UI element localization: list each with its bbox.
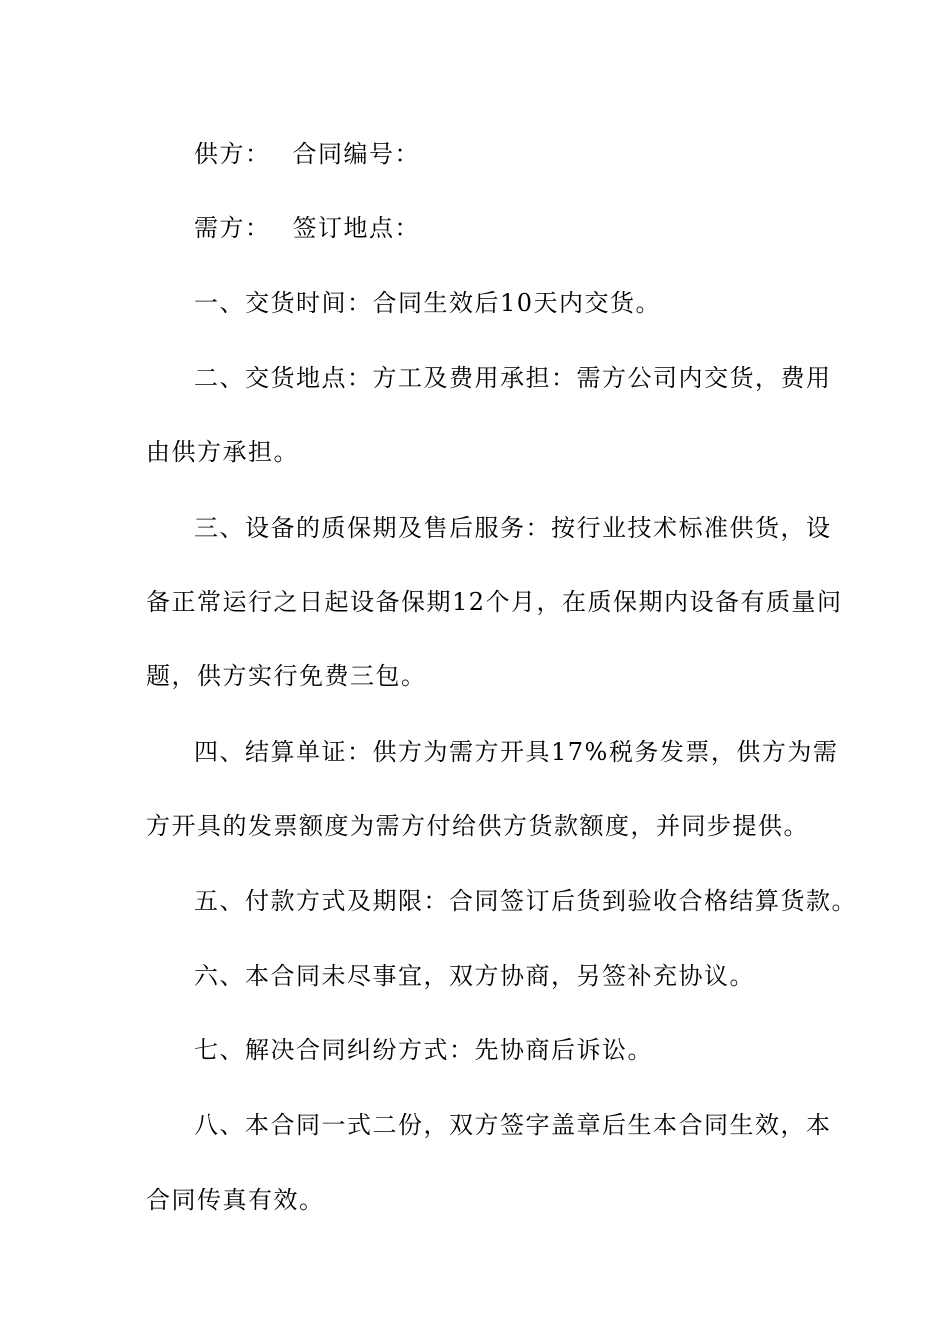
clause-4-line-2: 方开具的发票额度为需方付给供方货款额度，并同步提供。: [146, 812, 809, 840]
contract-number-label: 合同编号：: [292, 140, 420, 168]
clause-5: 五、付款方式及期限：合同签订后货到验收合格结算货款。: [194, 887, 857, 915]
clause-6: 六、本合同未尽事宜，双方协商，另签补充协议。: [194, 962, 755, 990]
clause-8-line-2: 合同传真有效。: [146, 1186, 325, 1214]
clause-3-line-1: 三、设备的质保期及售后服务：按行业技术标准供货，设: [194, 514, 832, 542]
clause-8-line-1: 八、本合同一式二份，双方签字盖章后生本合同生效，本: [194, 1111, 832, 1139]
clause-2-line-1: 二、交货地点：方工及费用承担：需方公司内交货，费用: [194, 364, 832, 392]
clause-3-line-3: 题，供方实行免费三包。: [146, 662, 427, 690]
clause-1: 一、交货时间：合同生效后10天内交货。: [194, 289, 662, 317]
buyer-row: [194, 212, 806, 244]
clause-3-line-2: 备正常运行之日起设备保期12个月，在质保期内设备有质量问: [146, 588, 843, 616]
signing-place-label: 签订地点：: [292, 214, 420, 242]
clause-2-line-2: 由供方承担。: [146, 438, 299, 466]
supplier-row: [194, 138, 806, 170]
supplier-label: 供方：: [194, 140, 271, 168]
buyer-label: 需方：: [194, 214, 271, 242]
clause-4-line-1: 四、结算单证：供方为需方开具17%税务发票，供方为需: [194, 738, 839, 766]
clause-7: 七、解决合同纠纷方式：先协商后诉讼。: [194, 1036, 653, 1064]
